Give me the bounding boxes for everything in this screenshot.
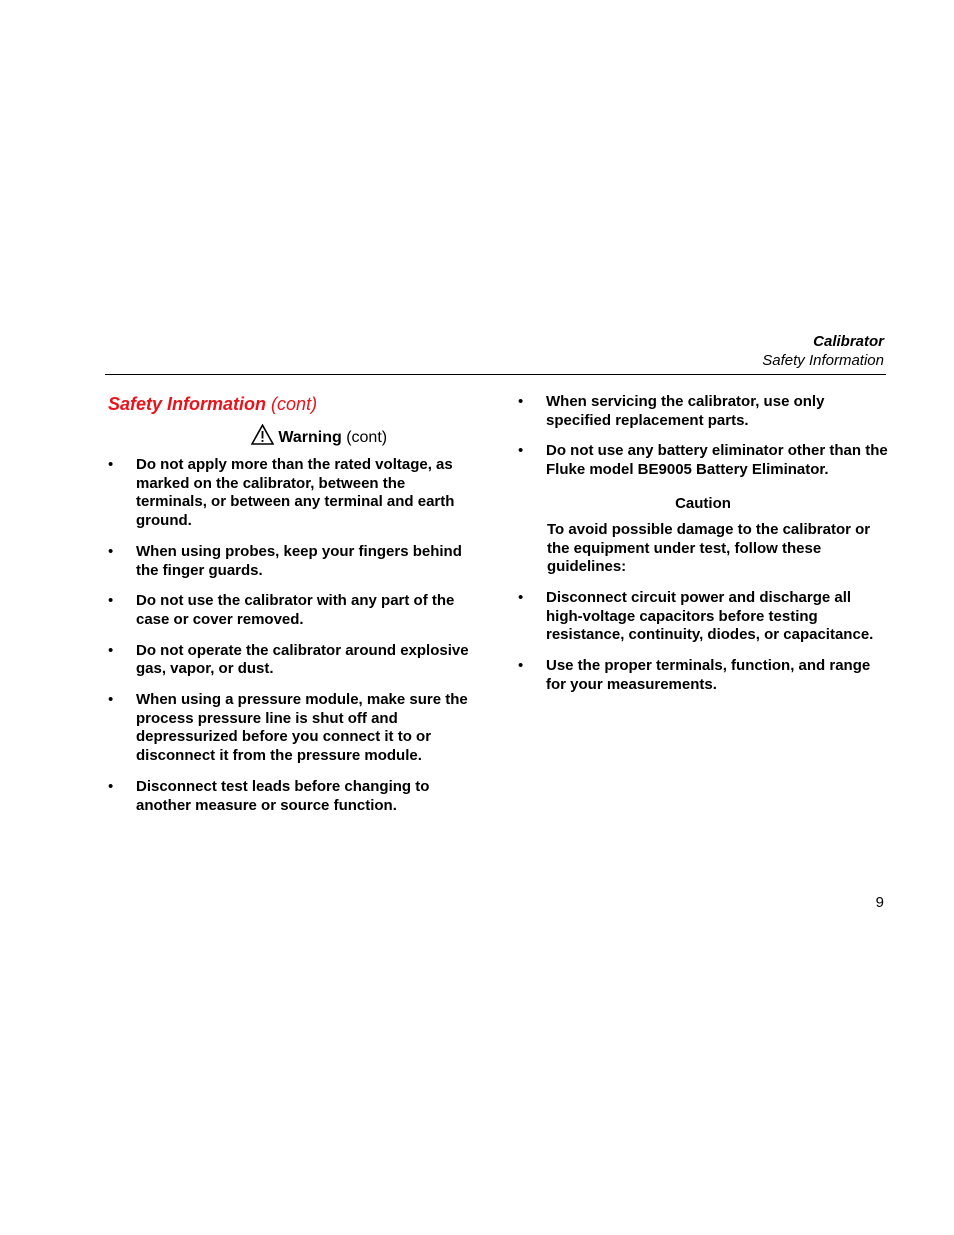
section-title-main: Safety Information	[108, 394, 267, 414]
right-bullet-list-top	[518, 393, 888, 480]
header-rule	[105, 374, 886, 375]
bullet-glyph: •	[108, 691, 114, 709]
list-item	[518, 393, 888, 430]
list-item	[518, 589, 888, 645]
list-item-text: Do not use any battery eliminator other than the Fluke model BE9005 Battery Eliminator.	[546, 442, 888, 479]
list-item	[108, 456, 476, 531]
list-item-text: Disconnect circuit power and discharge all high-voltage capacitors before testing resistance, continuity, diodes, or capacitance.	[546, 588, 874, 644]
list-item	[108, 592, 476, 629]
list-item-text: Use the proper terminals, function, and range for your measurements.	[546, 657, 871, 693]
list-item-text: When servicing the calibrator, use only specified replacement parts.	[546, 393, 825, 429]
section-title	[108, 393, 476, 415]
page-number: 9	[875, 894, 884, 911]
bullet-glyph: •	[108, 456, 114, 473]
list-item-text: When using a pressure module, make sure the process pressure line is shut off and depressurized before you connect it to or disconnect it from the pressure module.	[136, 691, 468, 765]
bullet-glyph: •	[518, 588, 524, 606]
list-item-text: When using probes, keep your fingers behind the finger guards.	[136, 542, 462, 579]
bullet-glyph: •	[518, 657, 524, 675]
right-column	[518, 393, 888, 706]
right-bullet-list-bottom	[518, 589, 888, 695]
warning-suffix: (cont)	[346, 429, 388, 446]
list-item	[518, 442, 888, 479]
list-item-text: Disconnect test leads before changing to another measure or source function.	[136, 777, 430, 814]
list-item-text: Do not use the calibrator with any part of the case or cover removed.	[136, 592, 455, 628]
caution-heading: Caution	[675, 494, 731, 512]
bullet-glyph: •	[108, 641, 114, 659]
bullet-glyph: •	[518, 393, 524, 410]
running-header-section: Safety Information	[762, 352, 884, 369]
caution-text: To avoid possible damage to the calibrator or the equipment under test, follow these guidelines:	[547, 520, 871, 576]
warning-heading	[108, 424, 476, 449]
warning-triangle-icon	[251, 424, 274, 445]
warning-label: Warning	[278, 429, 342, 446]
list-item	[108, 543, 476, 580]
bullet-glyph: •	[108, 542, 114, 560]
running-header-chapter: Calibrator	[813, 333, 884, 350]
left-column	[108, 393, 476, 827]
list-item	[108, 691, 476, 766]
section-title-cont: (cont)	[271, 394, 318, 414]
list-item-text: Do not apply more than the rated voltage, as marked on the calibrator, between the terminals, or between any terminal and earth ground.	[136, 456, 455, 530]
list-item-text: Do not operate the calibrator around explosive gas, vapor, or dust.	[136, 641, 469, 678]
left-bullet-list	[108, 456, 476, 815]
bullet-glyph: •	[108, 592, 114, 610]
list-item	[108, 642, 476, 679]
list-item	[108, 778, 476, 815]
list-item	[518, 657, 888, 694]
running-header	[762, 332, 884, 370]
bullet-glyph: •	[518, 442, 524, 460]
bullet-glyph: •	[108, 777, 114, 795]
